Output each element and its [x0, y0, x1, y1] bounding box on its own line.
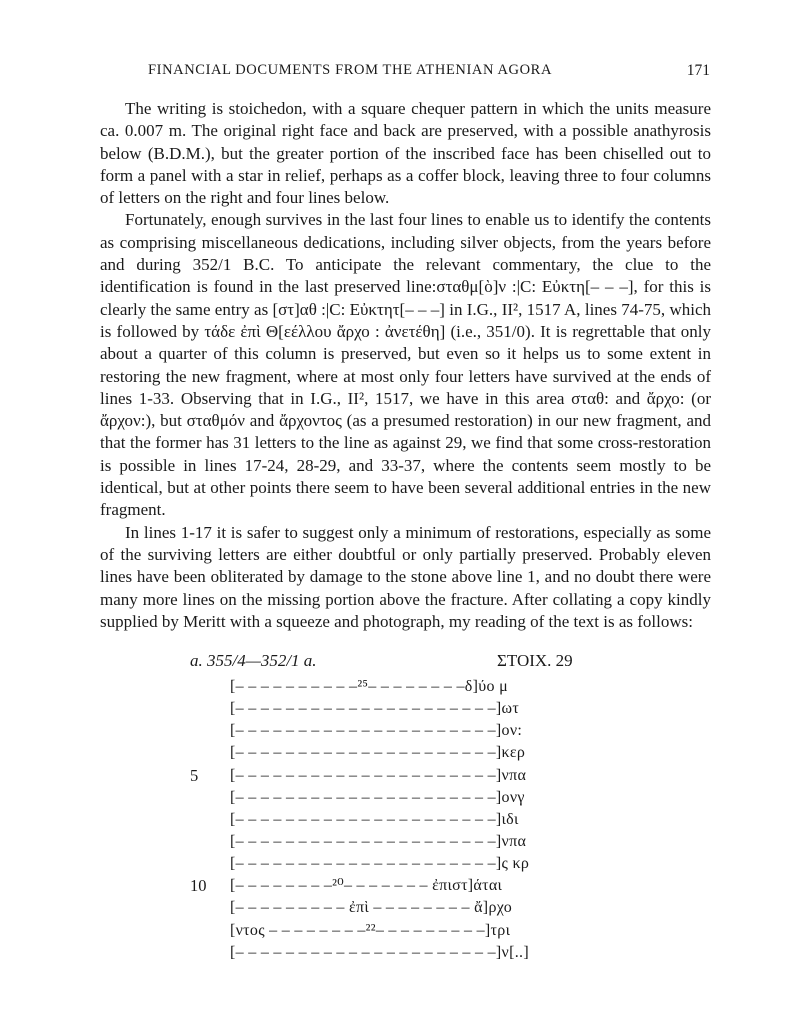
running-title: FINANCIAL DOCUMENTS FROM THE ATHENIAN AGORA	[148, 62, 553, 78]
line-text: [– – – – – – – – – ἐπὶ – – – – – – – – ἄ]ρχο	[230, 899, 513, 917]
line-number: 5	[190, 765, 199, 785]
line-text: [– – – – – – – – – – – – – – – – – – – – –]ς κρ	[230, 855, 530, 873]
inscription-line	[190, 676, 610, 698]
inscription-date: a. 355/4—352/1 a.	[190, 651, 317, 670]
line-text: [– – – – – – – – – – – – – – – – – – – – –]ν[..]	[230, 943, 529, 961]
inscription-text	[190, 676, 610, 964]
inscription-line	[190, 742, 610, 764]
inscription-line	[190, 787, 610, 809]
line-number: 10	[190, 876, 207, 896]
inscription-line	[190, 853, 610, 875]
inscription-line	[190, 698, 610, 720]
paragraph-2: Fortunately, enough survives in the last four lines to enable us to identify the contents as comprising miscellaneous dedications, including silver objects, from the years before and during 352/1 B.C. To anticipate the relevant commentary, the clue to the identification is found in the last preserved line:σταθμ[ὸ]ν :|C: Εὐκτη[– – –], for this is clearly the same entry as [στ]αθ :|C: Εὐκτητ[– – –] in I.G., II², 1517 A, lines 74-75, which is followed by τάδε ἐπὶ Θ[εέλλου ἄρχο : ἀνετέθη] (i.e., 351/0). It is regrettable that only about a quarter of this column is preserved, but even so it helps us to some extent in restoring the new fragment, where at most only four letters have survived at the ends of lines 1-33. Observing that in I.G., II², 1517, we have in this area σταθ: and ἄρχο: (or ἄρχον:), but σταθμόν and ἄρχοντος (as a presumed restoration) in our new fragment, and that the former has 31 letters to the line as against 29, we find that some cross-restoration is possible in lines 17-24, 28-29, and 33-37, where the contents seem mostly to be identical, but at other points there seem to have been several additional entries in the new fragment.	[100, 210, 711, 520]
inscription-line	[190, 897, 610, 919]
inscription-line	[190, 765, 610, 787]
stoichedon-count: ΣΤΟΙΧ. 29	[497, 651, 573, 670]
inscription-line	[190, 809, 610, 831]
line-text: [– – – – – – – – – – – – – – – – – – – – –]ονγ	[230, 788, 525, 806]
body-text	[100, 98, 711, 633]
paragraph-3: In lines 1-17 it is safer to suggest only a minimum of restorations, especially as some of the surviving letters are either doubtful or only partially preserved. Probably eleven lines have been obliterated by damage to the stone above line 1, and no doubt there were many more lines on the missing portion above the fracture. After collating a copy kindly supplied by Meritt with a squeeze and photograph, my reading of the text is as follows:	[100, 522, 711, 631]
line-text: [ντος – – – – – – – –²²– – – – – – – – –]τρι	[230, 921, 511, 939]
inscription-line	[190, 831, 610, 853]
inscription-line	[190, 720, 610, 742]
inscription-heading	[190, 651, 610, 673]
page-number: 171	[686, 62, 710, 79]
line-text: [– – – – – – – – – – – – – – – – – – – – –]νπα	[230, 832, 527, 850]
line-text: [– – – – – – – – – –²⁵– – – – – – – –δ]ύο μ	[230, 678, 508, 695]
line-text: [– – – – – – – – – – – – – – – – – – – – –]νπα	[230, 766, 527, 784]
line-text: [– – – – – – – – – – – – – – – – – – – – –]ωτ	[230, 700, 520, 718]
running-head	[100, 62, 710, 84]
line-text: [– – – – – – – – – – – – – – – – – – – – –]ιδι	[230, 810, 519, 828]
inscription-line	[190, 875, 610, 897]
inscription-line	[190, 920, 610, 942]
inscription-line	[190, 942, 610, 964]
paragraph-1: The writing is stoichedon, with a square chequer pattern in which the units measure ca. 0.007 m. The original right face and back are preserved, with a possible anathyrosis below (B.D.M.), but the greater portion of the inscribed face has been chiselled out to form a panel with a star in relief, perhaps as a coffer block, leaving three to four columns of letters on the right and four lines below.	[100, 99, 711, 208]
line-text: [– – – – – – – – – – – – – – – – – – – – –]κερ	[230, 744, 526, 762]
line-text: [– – – – – – – – – – – – – – – – – – – – –]ον:	[230, 722, 523, 740]
line-text: [– – – – – – – –²⁰– – – – – – – ἐπιστ]άται	[230, 877, 503, 895]
